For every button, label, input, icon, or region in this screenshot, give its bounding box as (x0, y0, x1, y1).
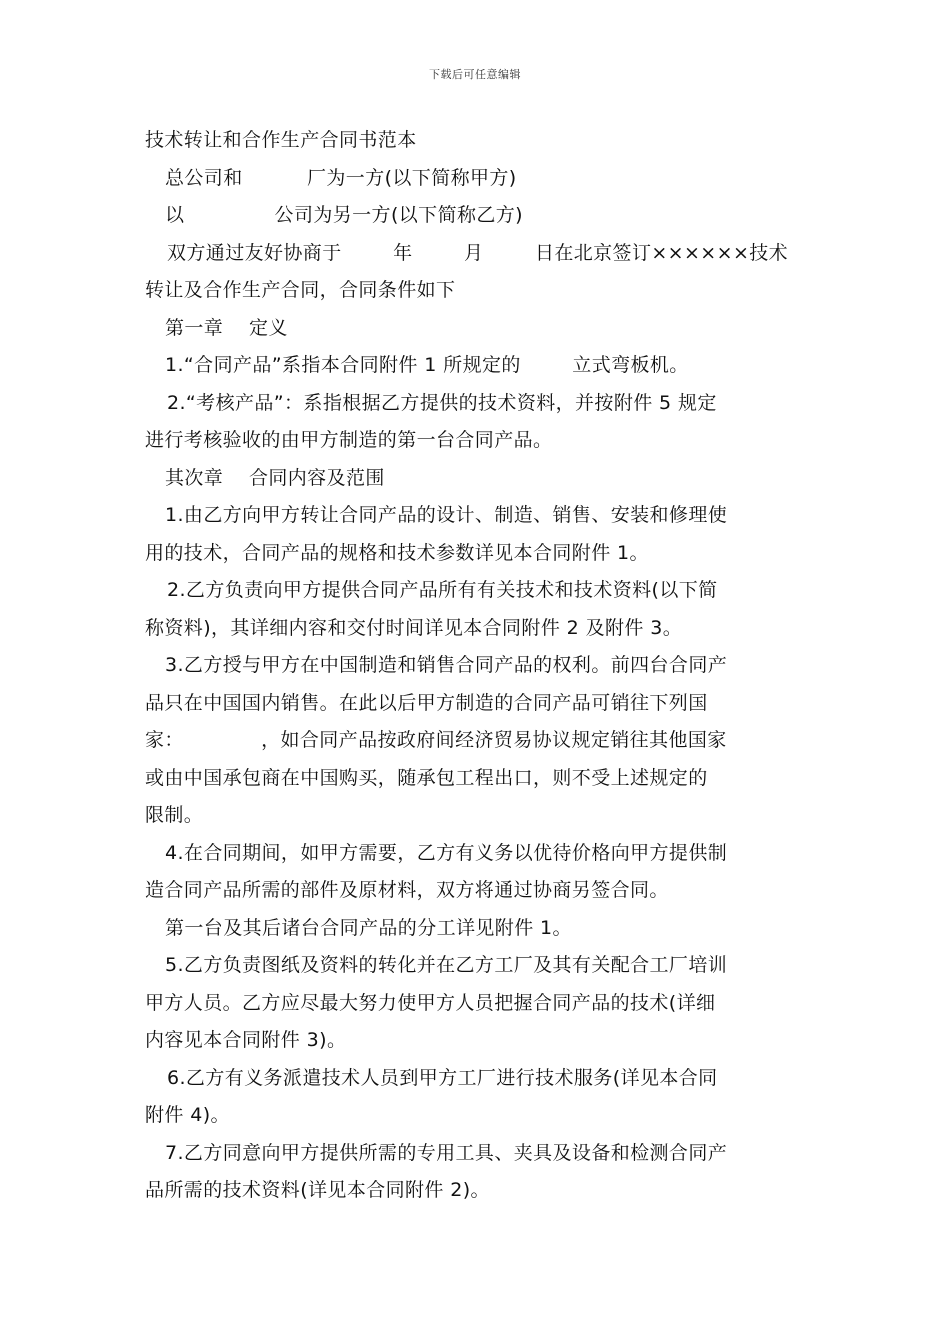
clause-line: 品只在中国国内销售。在此以后甲方制造的合同产品可销往下列国 (145, 691, 708, 714)
chapter-heading: 其次章 合同内容及范围 (165, 466, 385, 489)
clause-line: 附件 4)。 (145, 1104, 230, 1126)
document-title: 技术转让和合作生产合同书范本 (145, 129, 417, 151)
clause-line: 称资料)，其详细内容和交付时间详见本合同附件 2 及附件 3。 (145, 616, 683, 639)
clause-line: 7.乙方同意向甲方提供所需的专用工具、夹具及设备和检测合同产 (165, 1141, 728, 1164)
clause-line: 内容见本合同附件 3)。 (145, 1029, 347, 1051)
clause-line: 或由中国承包商在中国购买，随承包工程出口，则不受上述规定的 (145, 766, 708, 789)
chapter-heading: 第一章 定义 (165, 316, 288, 339)
clause-line: 甲方人员。乙方应尽最大努力使甲方人员把握合同产品的技术(详细 (145, 991, 716, 1014)
clause-line: 造合同产品所需的部件及原材料，双方将通过协商另签合同。 (145, 879, 669, 901)
clause-line: 1.“合同产品”系指本合同附件 1 所规定的 立式弯板机。 (165, 354, 689, 376)
clause-line: 家： ，如合同产品按政府间经济贸易协议规定销往其他国家 (145, 729, 727, 751)
clause-line: 进行考核验收的由甲方制造的第一台合同产品。 (145, 429, 553, 451)
clause-line: 品所需的技术资料(详见本合同附件 2)。 (145, 1179, 490, 1201)
page-header: 下载后可任意编辑 (429, 68, 521, 81)
clause-line: 6.乙方有义务派遣技术人员到甲方工厂进行技术服务(详见本合同 (167, 1066, 718, 1089)
clause-line: 4.在合同期间，如甲方需要，乙方有义务以优待价格向甲方提供制 (165, 841, 728, 864)
clause-line: 3.乙方授与甲方在中国制造和销售合同产品的权利。前四台合同产 (165, 654, 728, 676)
clause-line: 2.乙方负责向甲方提供合同产品所有有关技术和技术资料(以下简 (167, 579, 718, 601)
clause-line: 限制。 (145, 804, 204, 826)
clause-line: 5.乙方负责图纸及资料的转化并在乙方工厂及其有关配合工厂培训 (165, 954, 728, 976)
party-b-line: 以 公司为另一方(以下简称乙方) (165, 204, 523, 226)
paragraph-line: 双方通过友好协商于 年 月 日在北京签订××××××技术 (167, 241, 789, 264)
clause-line: 用的技术，合同产品的规格和技术参数详见本合同附件 1。 (145, 541, 649, 564)
paragraph-line: 转让及合作生产合同，合同条件如下 (145, 279, 456, 301)
document-body (145, 122, 810, 1210)
clause-line: 2.“考核产品”：系指根据乙方提供的技术资料，并按附件 5 规定 (167, 391, 717, 414)
party-a-line: 总公司和 厂为一方(以下简称甲方) (165, 166, 517, 189)
clause-line: 第一台及其后诸台合同产品的分工详见附件 1。 (165, 916, 572, 939)
clause-line: 1.由乙方向甲方转让合同产品的设计、制造、销售、安装和修理使 (165, 504, 728, 526)
